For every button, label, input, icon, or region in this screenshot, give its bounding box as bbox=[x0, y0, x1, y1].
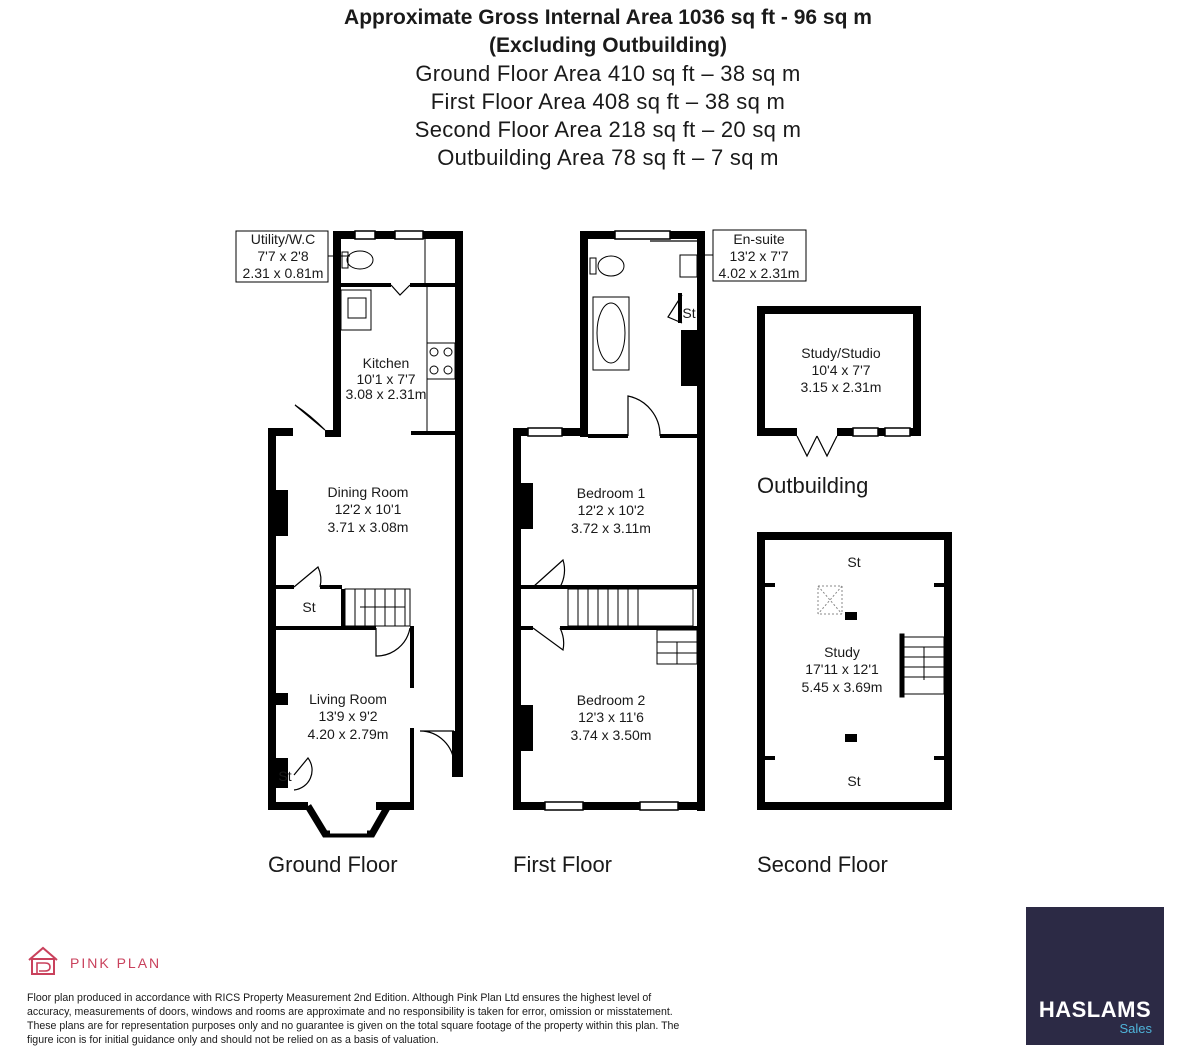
living-metric: 4.20 x 2.79m bbox=[307, 726, 389, 742]
studio-imperial: 10'4 x 7'7 bbox=[811, 362, 871, 378]
living-name: Living Room bbox=[309, 691, 387, 707]
kitchen-fittings bbox=[341, 239, 455, 431]
utility-name: Utility/W.C bbox=[250, 231, 316, 247]
kitchen-metric: 3.08 x 2.31m bbox=[345, 386, 427, 402]
bedroom2-imperial: 12'3 x 11'6 bbox=[578, 709, 644, 725]
second-floor-area: Second Floor Area 218 sq ft – 20 sq m bbox=[414, 117, 802, 142]
living-store-label: St bbox=[278, 768, 292, 784]
outbuilding-area: Outbuilding Area 78 sq ft – 7 sq m bbox=[437, 145, 779, 170]
ground-floor-stairs bbox=[345, 589, 410, 626]
studio-metric: 3.15 x 2.31m bbox=[800, 379, 882, 395]
study-store-top-label: St bbox=[847, 554, 861, 570]
studio-name: Study/Studio bbox=[801, 345, 881, 361]
study-metric: 5.45 x 3.69m bbox=[801, 679, 883, 695]
bay-window bbox=[308, 806, 388, 834]
ensuite-metric: 4.02 x 2.31m bbox=[718, 265, 800, 281]
kitchen-name: Kitchen bbox=[362, 355, 410, 371]
gross-area-note: (Excluding Outbuilding) bbox=[489, 34, 727, 57]
study-imperial: 17'11 x 12'1 bbox=[805, 661, 879, 677]
ground-floor-label: Ground Floor bbox=[268, 852, 398, 877]
gross-area-title: Approximate Gross Internal Area 1036 sq ft - 96 sq m bbox=[344, 6, 872, 29]
first-floor-label: First Floor bbox=[513, 852, 612, 877]
bedroom2-metric: 3.74 x 3.50m bbox=[570, 727, 652, 743]
ground-floor-area: Ground Floor Area 410 sq ft – 38 sq m bbox=[415, 61, 801, 86]
haslams-logo bbox=[1026, 907, 1164, 1045]
ensuite-name: En-suite bbox=[733, 231, 785, 247]
roof-window bbox=[818, 586, 842, 614]
dining-metric: 3.71 x 3.08m bbox=[327, 519, 409, 535]
pink-plan-logo-icon bbox=[27, 946, 59, 976]
study-name: Study bbox=[824, 644, 860, 660]
haslams-brand-name: HASLAMS bbox=[1038, 997, 1152, 1022]
utility-imperial: 7'7 x 2'8 bbox=[257, 248, 309, 264]
study-store-bottom-label: St bbox=[847, 773, 861, 789]
bedroom2-name: Bedroom 2 bbox=[576, 692, 646, 708]
first-floor-stairs bbox=[568, 589, 697, 664]
disclaimer-text: Floor plan produced in accordance with RICS Property Measurement 2nd Edition. Although Pink Plan Ltd ensures the highest level of accuracy, measurements of doors, windows and rooms are approximate and no responsibility is taken for error, omission or misstatement. These plans are for representation purposes only and no guarantee is given on the total square footage of the property within this plan. The figure icon is for initial guidance only and should not be relied on as a basis of valuation. bbox=[27, 992, 680, 1046]
bedroom1-imperial: 12'2 x 10'2 bbox=[577, 502, 645, 518]
utility-metric: 2.31 x 0.81m bbox=[242, 265, 324, 281]
second-floor-stairs bbox=[900, 634, 944, 697]
kitchen-imperial: 10'1 x 7'7 bbox=[356, 371, 416, 387]
dining-name: Dining Room bbox=[327, 484, 409, 500]
ensuite-store-label: St bbox=[682, 305, 696, 321]
bedroom1-name: Bedroom 1 bbox=[576, 485, 646, 501]
second-floor-label: Second Floor bbox=[757, 852, 888, 877]
living-imperial: 13'9 x 9'2 bbox=[318, 708, 378, 724]
dining-imperial: 12'2 x 10'1 bbox=[334, 501, 402, 517]
outbuilding-doors bbox=[797, 436, 837, 456]
bedroom1-metric: 3.72 x 3.11m bbox=[571, 520, 651, 536]
outbuilding-label: Outbuilding bbox=[757, 473, 869, 498]
first-floor-area: First Floor Area 408 sq ft – 38 sq m bbox=[430, 89, 786, 114]
ensuite-imperial: 13'2 x 7'7 bbox=[729, 248, 789, 264]
pink-plan-brand: PINK PLAN bbox=[70, 955, 162, 971]
haslams-brand-sub: Sales bbox=[1119, 1021, 1152, 1036]
ground-store-label: St bbox=[302, 599, 316, 615]
